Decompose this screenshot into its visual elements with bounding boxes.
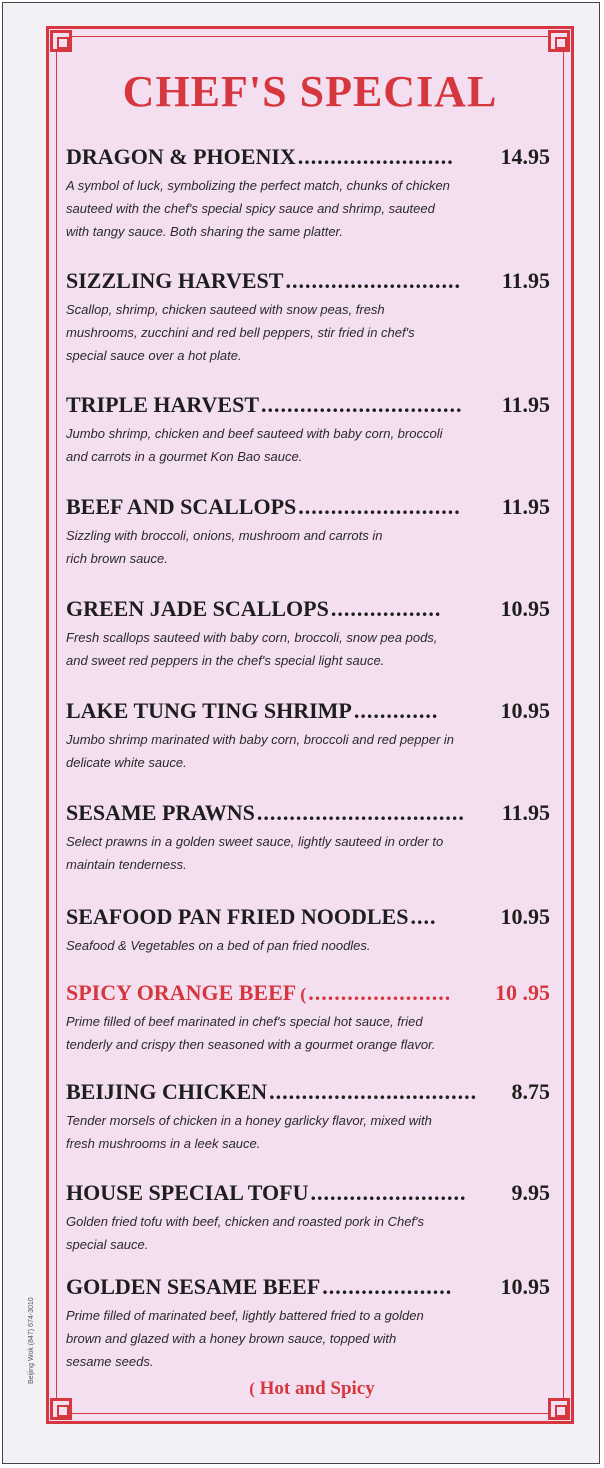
item-description	[66, 1010, 550, 1056]
description-line: mushrooms, zucchini and red bell peppers, stir fried in chef's	[66, 325, 415, 340]
item-name: DRAGON & PHOENIX	[66, 144, 296, 169]
item-description	[66, 1304, 550, 1373]
description-line: Jumbo shrimp, chicken and beef sauteed with baby corn, broccoli	[66, 426, 443, 441]
item-heading	[66, 494, 550, 520]
description-line: special sauce.	[66, 1237, 149, 1252]
item-price: 11.95	[501, 268, 550, 293]
leader-dots: ...........................	[285, 268, 461, 293]
menu-item	[66, 698, 550, 774]
description-line: maintain tenderness.	[66, 857, 187, 872]
leader-dots: ...............................	[261, 392, 463, 417]
item-price: 10.95	[500, 698, 550, 723]
item-heading	[66, 144, 550, 170]
description-line: A symbol of luck, symbolizing the perfect match, chunks of chicken	[66, 178, 450, 193]
item-name: BEEF AND SCALLOPS	[66, 494, 297, 519]
menu-title: CHEF'S SPECIAL	[122, 67, 498, 116]
item-name: HOUSE SPECIAL TOFU	[66, 1180, 309, 1205]
menu-item	[66, 1079, 550, 1155]
menu-item	[66, 980, 550, 1056]
description-line: Jumbo shrimp marinated with baby corn, broccoli and red pepper in	[66, 732, 455, 747]
legend-label: Hot and Spicy	[259, 1378, 375, 1399]
corner-ornament-bottom-left	[50, 1398, 72, 1420]
menu-item	[66, 494, 550, 570]
leader-dots: ................................	[256, 800, 465, 825]
description-line: Prime filled of marinated beef, lightly battered fried to a golden	[66, 1308, 424, 1323]
item-price: 14.95	[500, 144, 550, 169]
description-line: brown and glazed with a honey brown sauce, topped with	[66, 1331, 397, 1346]
menu-item	[66, 268, 550, 367]
corner-ornament-top-right	[548, 30, 570, 52]
item-heading	[66, 1274, 550, 1300]
item-description	[66, 728, 550, 774]
item-price: 9.95	[511, 1180, 550, 1205]
item-price: 10.95	[500, 596, 550, 621]
description-line: sesame seeds.	[66, 1354, 154, 1369]
description-line: sauteed with the chef's special spicy sauce and shrimp, sauteed	[66, 201, 435, 216]
description-line: Sizzling with broccoli, onions, mushroom and carrots in	[66, 528, 383, 543]
item-name: SIZZLING HARVEST	[66, 268, 284, 293]
menu-item	[66, 596, 550, 672]
item-name: GREEN JADE SCALLOPS	[66, 596, 329, 621]
item-name: LAKE TUNG TING SHRIMP	[66, 698, 352, 723]
leader-dots: .................	[330, 596, 442, 621]
item-description	[66, 830, 550, 876]
corner-ornament-top-left	[50, 30, 72, 52]
description-line: Prime filled of beef marinated in chef's special hot sauce, fried	[66, 1014, 423, 1029]
description-line: Seafood & Vegetables on a bed of pan fried noodles.	[66, 938, 371, 953]
leader-dots: ........................	[297, 144, 454, 169]
leader-dots: .............	[353, 698, 439, 723]
description-line: Tender morsels of chicken in a honey garlicky flavor, mixed with	[66, 1113, 432, 1128]
item-price: 10.95	[500, 1274, 550, 1299]
leader-dots: ........................	[310, 1180, 467, 1205]
description-line: Scallop, shrimp, chicken sauteed with snow peas, fresh	[66, 302, 385, 317]
item-price: 8.75	[511, 1079, 550, 1104]
item-description	[66, 934, 550, 957]
item-name: SEAFOOD PAN FRIED NOODLES	[66, 904, 409, 929]
description-line: special sauce over a hot plate.	[66, 348, 242, 363]
description-line: and sweet red peppers in the chef's special light sauce.	[66, 653, 385, 668]
leader-dots: ................................	[269, 1079, 478, 1104]
menu-item	[66, 1274, 550, 1373]
description-line: Fresh scallops sauteed with baby corn, broccoli, snow pea pods,	[66, 630, 438, 645]
corner-ornament-bottom-right	[548, 1398, 570, 1420]
description-line: Golden fried tofu with beef, chicken and roasted pork in Chef's	[66, 1214, 425, 1229]
item-description	[66, 1210, 550, 1256]
menu-item	[66, 144, 550, 243]
item-description	[66, 1109, 550, 1155]
item-description	[66, 524, 550, 570]
item-heading	[66, 698, 550, 724]
item-price: 11.95	[501, 800, 550, 825]
chili-pepper-icon: (	[300, 984, 307, 1004]
item-heading	[66, 800, 550, 826]
item-description	[66, 626, 550, 672]
menu-item	[66, 1180, 550, 1256]
item-name: BEIJING CHICKEN	[66, 1079, 268, 1104]
item-name: SPICY ORANGE BEEF	[66, 980, 297, 1005]
item-price: 11.95	[501, 494, 550, 519]
description-line: Select prawns in a golden sweet sauce, lightly sauteed in order to	[66, 834, 444, 849]
spicy-legend	[46, 1378, 574, 1400]
menu-item	[66, 392, 550, 468]
item-name: SESAME PRAWNS	[66, 800, 255, 825]
item-heading	[66, 392, 550, 418]
description-line: and carrots in a gourmet Kon Bao sauce.	[66, 449, 303, 464]
item-heading	[66, 904, 550, 930]
leader-dots: ......................	[308, 980, 452, 1005]
item-heading	[66, 980, 550, 1006]
phone-note: Beijing Wok (847) 674-3010	[28, 1297, 35, 1384]
item-price: 10 .95	[495, 980, 550, 1005]
item-name: TRIPLE HARVEST	[66, 392, 259, 417]
item-heading	[66, 1180, 550, 1206]
menu-item	[66, 904, 550, 957]
description-line: rich brown sauce.	[66, 551, 168, 566]
item-price: 11.95	[501, 392, 550, 417]
item-name: GOLDEN SESAME BEEF	[66, 1274, 321, 1299]
leader-dots: ....................	[322, 1274, 453, 1299]
leader-dots: ....	[410, 904, 437, 929]
chili-pepper-icon: (	[249, 1379, 255, 1398]
description-line: tenderly and crispy then seasoned with a gourmet orange flavor.	[66, 1037, 436, 1052]
item-description	[66, 174, 550, 243]
item-heading	[66, 268, 550, 294]
description-line: fresh mushrooms in a leek sauce.	[66, 1136, 261, 1151]
item-description	[66, 298, 550, 367]
item-heading	[66, 1079, 550, 1105]
item-heading	[66, 596, 550, 622]
item-description	[66, 422, 550, 468]
menu-card	[46, 26, 574, 1424]
menu-item	[66, 800, 550, 876]
leader-dots: .........................	[298, 494, 461, 519]
item-price: 10.95	[500, 904, 550, 929]
description-line: with tangy sauce. Both sharing the same platter.	[66, 224, 344, 239]
description-line: delicate white sauce.	[66, 755, 187, 770]
